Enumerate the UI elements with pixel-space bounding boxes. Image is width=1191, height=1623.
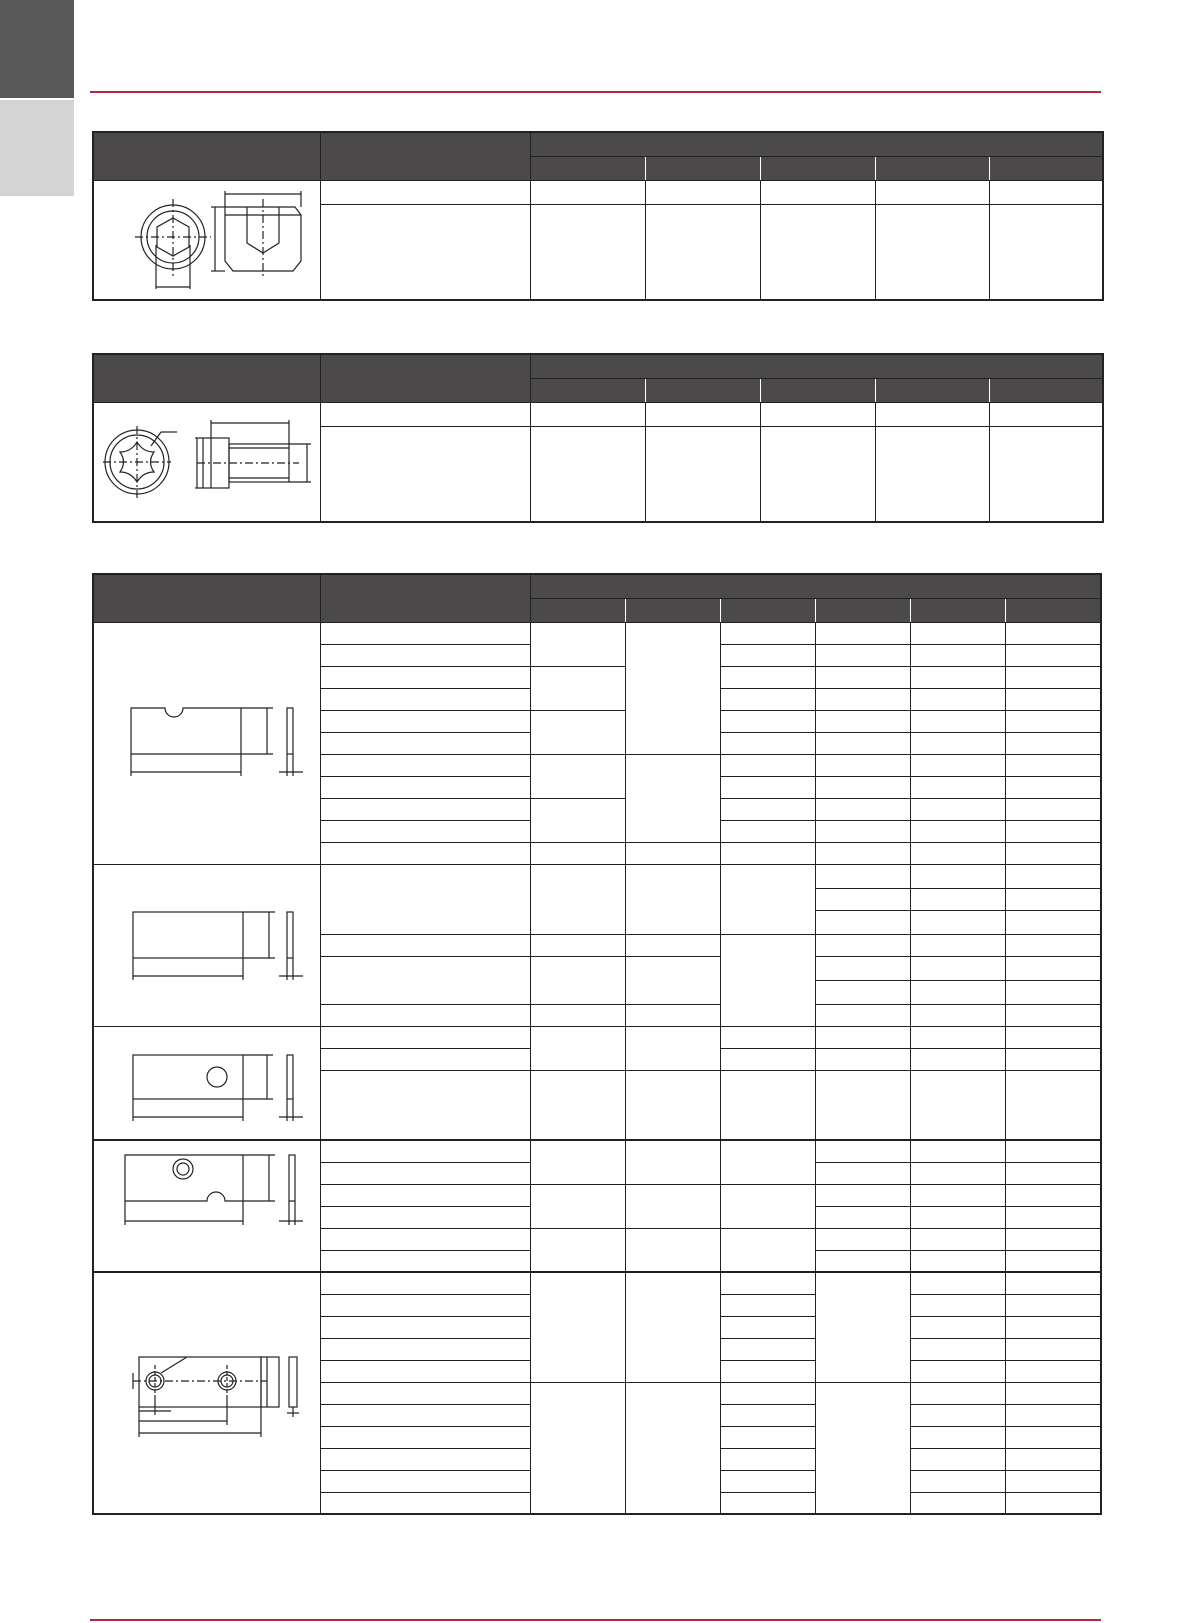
table-cell <box>910 798 1005 820</box>
table-cell <box>815 842 910 864</box>
table-cell <box>989 204 1103 300</box>
table-cell <box>720 1360 815 1382</box>
table-cell <box>320 1426 530 1448</box>
table-cell <box>625 754 720 842</box>
table-cell <box>530 710 625 754</box>
table-cell <box>320 732 530 754</box>
value-header-cell <box>645 156 760 180</box>
table-cell <box>875 402 989 426</box>
table-cell <box>1005 842 1101 864</box>
table-cell <box>815 1250 910 1272</box>
table-cell <box>320 644 530 666</box>
table-cell <box>910 1272 1005 1294</box>
table-cell <box>910 842 1005 864</box>
table-cell <box>989 402 1103 426</box>
table-cell <box>910 666 1005 688</box>
table-cell <box>910 980 1005 1004</box>
table-cell <box>720 1316 815 1338</box>
table-cell <box>1005 1382 1101 1404</box>
table-cell <box>910 1140 1005 1162</box>
table-cell <box>1005 710 1101 732</box>
table-cell <box>720 798 815 820</box>
table-cell <box>910 1070 1005 1140</box>
table-cell <box>910 622 1005 644</box>
value-header-cell <box>989 378 1103 402</box>
table-cell <box>1005 1426 1101 1448</box>
table-cell <box>720 1470 815 1492</box>
table-cell <box>1005 1048 1101 1070</box>
value-header-cell <box>989 156 1103 180</box>
table-cell <box>320 426 530 522</box>
table-cell <box>815 1070 910 1140</box>
table-cell <box>815 910 910 934</box>
torx-head-screw-drawing <box>99 412 314 512</box>
value-header-cell <box>530 598 625 622</box>
table-cell <box>910 934 1005 956</box>
drawing-cell <box>93 1140 320 1272</box>
table-cell <box>1005 1004 1101 1026</box>
table-cell <box>625 1382 720 1514</box>
table-cell <box>625 956 720 1004</box>
table-cell <box>910 1404 1005 1426</box>
table-cell <box>625 864 720 934</box>
table-cell <box>1005 1470 1101 1492</box>
table-cell <box>320 1004 530 1026</box>
table-cell <box>320 798 530 820</box>
table-cell <box>1005 644 1101 666</box>
table-cell <box>530 180 645 204</box>
table-cell <box>320 864 530 934</box>
table-cell <box>625 1140 720 1184</box>
table-cell <box>625 842 720 864</box>
table-cell <box>320 180 530 204</box>
table-cell <box>910 888 1005 910</box>
table-cell <box>625 1228 720 1272</box>
table-cell <box>320 666 530 688</box>
table-cell <box>1005 1272 1101 1294</box>
table-cell <box>910 1004 1005 1026</box>
table-cell <box>720 1026 815 1048</box>
table-cell <box>720 732 815 754</box>
table-cell <box>1005 732 1101 754</box>
table-cell <box>910 956 1005 980</box>
table-cell <box>815 1382 910 1514</box>
drawing-header-cell <box>93 132 320 180</box>
table-cell <box>815 1026 910 1048</box>
table-cell <box>910 910 1005 934</box>
table-cell <box>1005 622 1101 644</box>
table-cell <box>720 1272 815 1294</box>
table-cell <box>530 934 625 956</box>
table-cell <box>875 204 989 300</box>
table-cell <box>910 1250 1005 1272</box>
table-cell <box>320 1492 530 1514</box>
table-cell <box>320 1184 530 1206</box>
table-cell <box>910 1426 1005 1448</box>
plain-shim-drawing <box>107 900 307 990</box>
table-cell <box>320 1206 530 1228</box>
table-cell <box>320 1360 530 1382</box>
table-cell <box>1005 1140 1101 1162</box>
table-cell <box>910 1026 1005 1048</box>
table-cell <box>1005 980 1101 1004</box>
table-cell <box>625 1272 720 1382</box>
table-cell <box>815 956 910 980</box>
holed-notched-shim-drawing <box>107 1141 307 1237</box>
table-cell <box>320 1294 530 1316</box>
clamp-shim-table <box>92 573 1102 1515</box>
value-header-cell <box>760 156 875 180</box>
table-cell <box>720 820 815 842</box>
table-cell <box>530 864 625 934</box>
table-cell <box>1005 776 1101 798</box>
table-cell <box>910 864 1005 888</box>
table-cell <box>1005 1162 1101 1184</box>
table-cell <box>320 820 530 842</box>
table-cell <box>989 426 1103 522</box>
table-cell <box>530 956 625 1004</box>
table-cell <box>530 1228 625 1272</box>
table-cell <box>910 710 1005 732</box>
hex-socket-set-screw-drawing <box>107 185 307 295</box>
table-cell <box>530 426 645 522</box>
table-cell <box>530 1184 625 1228</box>
value-header-cell <box>760 378 875 402</box>
table-cell <box>1005 1070 1101 1140</box>
table-cell <box>910 1162 1005 1184</box>
table-cell <box>320 842 530 864</box>
table-cell <box>815 980 910 1004</box>
table-cell <box>760 426 875 522</box>
table-cell <box>320 776 530 798</box>
table-cell <box>910 688 1005 710</box>
description-header-cell <box>320 574 530 622</box>
table-cell <box>815 732 910 754</box>
two-hole-shim-drawing <box>107 1343 307 1443</box>
table-cell <box>815 710 910 732</box>
table-cell <box>625 1026 720 1070</box>
table-cell <box>815 622 910 644</box>
table-cell <box>720 644 815 666</box>
table-cell <box>320 1162 530 1184</box>
table-cell <box>720 1228 815 1272</box>
drawing-cell <box>93 1272 320 1514</box>
table-cell <box>720 688 815 710</box>
table-cell <box>1005 1492 1101 1514</box>
table-cell <box>1005 1026 1101 1048</box>
table-cell <box>910 1338 1005 1360</box>
table-cell <box>815 864 910 888</box>
table-cell <box>720 776 815 798</box>
table-cell <box>720 1070 815 1140</box>
table-cell <box>910 1360 1005 1382</box>
table-cell <box>320 1070 530 1140</box>
values-group-header-cell <box>530 132 1103 156</box>
table-cell <box>1005 864 1101 888</box>
table-cell <box>910 644 1005 666</box>
table-cell <box>1005 1360 1101 1382</box>
table-cell <box>645 204 760 300</box>
table-cell <box>1005 820 1101 842</box>
table-cell <box>1005 1448 1101 1470</box>
table-cell <box>320 754 530 776</box>
table-cell <box>530 666 625 710</box>
table-cell <box>530 1026 625 1070</box>
value-header-cell <box>530 378 645 402</box>
section-tab-active <box>0 0 74 98</box>
table-cell <box>1005 934 1101 956</box>
table-cell <box>720 1404 815 1426</box>
table-cell <box>320 1228 530 1250</box>
table-cell <box>320 934 530 956</box>
notched-shim-drawing <box>107 698 307 788</box>
value-header-cell <box>645 378 760 402</box>
table-cell <box>760 402 875 426</box>
torx-screw-table <box>92 353 1104 523</box>
table-cell <box>815 776 910 798</box>
value-header-cell <box>910 598 1005 622</box>
table-cell <box>1005 1338 1101 1360</box>
table-cell <box>530 1382 625 1514</box>
table-cell <box>1005 1316 1101 1338</box>
table-cell <box>815 1272 910 1382</box>
table-cell <box>320 1026 530 1048</box>
values-group-header-cell <box>530 574 1101 598</box>
table-cell <box>1005 666 1101 688</box>
table-cell <box>320 1448 530 1470</box>
description-header-cell <box>320 132 530 180</box>
table-cell <box>815 888 910 910</box>
table-cell <box>815 1048 910 1070</box>
table-cell <box>320 1140 530 1162</box>
table-cell <box>720 710 815 732</box>
table-cell <box>320 1048 530 1070</box>
table-cell <box>815 1140 910 1162</box>
table-cell <box>1005 956 1101 980</box>
table-cell <box>910 1048 1005 1070</box>
table-cell <box>815 934 910 956</box>
table-cell <box>320 1404 530 1426</box>
table-cell <box>720 1294 815 1316</box>
set-screw-table <box>92 131 1104 301</box>
table-cell <box>320 956 530 1004</box>
table-cell <box>989 180 1103 204</box>
table-cell <box>910 754 1005 776</box>
table-cell <box>815 754 910 776</box>
table-cell <box>910 1316 1005 1338</box>
table-cell <box>720 864 815 934</box>
table-cell <box>720 666 815 688</box>
table-cell <box>815 666 910 688</box>
table-cell <box>910 732 1005 754</box>
table-cell <box>1005 910 1101 934</box>
table-cell <box>625 1070 720 1140</box>
value-header-cell <box>720 598 815 622</box>
table-cell <box>530 1070 625 1140</box>
drawing-header-cell <box>93 354 320 402</box>
description-header-cell <box>320 354 530 402</box>
table-cell <box>910 1294 1005 1316</box>
table-cell <box>720 934 815 1026</box>
footer-rule <box>90 1619 1101 1621</box>
drawing-cell <box>93 1026 320 1140</box>
table-cell <box>320 622 530 644</box>
header-rule <box>90 91 1101 93</box>
table-cell <box>815 1206 910 1228</box>
table-cell <box>530 204 645 300</box>
table-cell <box>910 820 1005 842</box>
table-cell <box>815 820 910 842</box>
table-cell <box>815 798 910 820</box>
value-header-cell <box>875 378 989 402</box>
value-header-cell <box>1005 598 1101 622</box>
table-cell <box>530 842 625 864</box>
table-cell <box>320 1272 530 1294</box>
table-cell <box>1005 888 1101 910</box>
table-cell <box>815 1004 910 1026</box>
table-cell <box>910 1228 1005 1250</box>
drawing-header-cell <box>93 574 320 622</box>
table-cell <box>530 1140 625 1184</box>
table-cell <box>720 1492 815 1514</box>
drawing-cell <box>93 180 320 300</box>
table-cell <box>320 1316 530 1338</box>
drawing-cell <box>93 622 320 864</box>
table-cell <box>1005 1206 1101 1228</box>
table-cell <box>1005 688 1101 710</box>
table-cell <box>530 622 625 666</box>
table-cell <box>320 1470 530 1492</box>
table-cell <box>1005 1250 1101 1272</box>
table-cell <box>720 1048 815 1070</box>
value-header-cell <box>625 598 720 622</box>
table-cell <box>1005 798 1101 820</box>
table-cell <box>1005 1184 1101 1206</box>
table-cell <box>720 1382 815 1404</box>
table-cell <box>815 1228 910 1250</box>
table-cell <box>815 1184 910 1206</box>
table-cell <box>645 180 760 204</box>
table-cell <box>720 754 815 776</box>
value-header-cell <box>530 156 645 180</box>
table-cell <box>910 1382 1005 1404</box>
table-cell <box>625 1184 720 1228</box>
table-cell <box>320 402 530 426</box>
table-cell <box>320 688 530 710</box>
table-cell <box>720 622 815 644</box>
table-cell <box>910 1492 1005 1514</box>
table-cell <box>815 1162 910 1184</box>
table-cell <box>1005 1294 1101 1316</box>
table-cell <box>625 622 720 754</box>
table-cell <box>875 180 989 204</box>
table-cell <box>530 1004 625 1026</box>
value-header-cell <box>815 598 910 622</box>
drawing-cell <box>93 402 320 522</box>
table-cell <box>625 1004 720 1026</box>
table-cell <box>1005 1404 1101 1426</box>
table-cell <box>760 180 875 204</box>
table-cell <box>875 426 989 522</box>
table-cell <box>320 204 530 300</box>
table-cell <box>625 934 720 956</box>
table-cell <box>815 644 910 666</box>
table-cell <box>320 710 530 732</box>
table-cell <box>720 1140 815 1184</box>
table-cell <box>320 1338 530 1360</box>
value-header-cell <box>875 156 989 180</box>
table-cell <box>815 688 910 710</box>
table-cell <box>645 426 760 522</box>
table-cell <box>910 1448 1005 1470</box>
holed-shim-drawing <box>107 1033 307 1133</box>
table-cell <box>720 842 815 864</box>
table-cell <box>530 754 625 798</box>
table-cell <box>720 1184 815 1228</box>
table-cell <box>760 204 875 300</box>
section-tab-inactive <box>0 100 74 196</box>
table-cell <box>530 402 645 426</box>
table-cell <box>320 1250 530 1272</box>
table-cell <box>910 1470 1005 1492</box>
table-cell <box>910 1206 1005 1228</box>
table-cell <box>720 1448 815 1470</box>
table-cell <box>1005 754 1101 776</box>
table-cell <box>645 402 760 426</box>
table-cell <box>720 1338 815 1360</box>
table-cell <box>910 776 1005 798</box>
drawing-cell <box>93 864 320 1026</box>
table-cell <box>1005 1228 1101 1250</box>
values-group-header-cell <box>530 354 1103 378</box>
table-cell <box>320 1382 530 1404</box>
table-cell <box>530 798 625 842</box>
table-cell <box>720 1426 815 1448</box>
table-cell <box>910 1184 1005 1206</box>
table-cell <box>530 1272 625 1382</box>
